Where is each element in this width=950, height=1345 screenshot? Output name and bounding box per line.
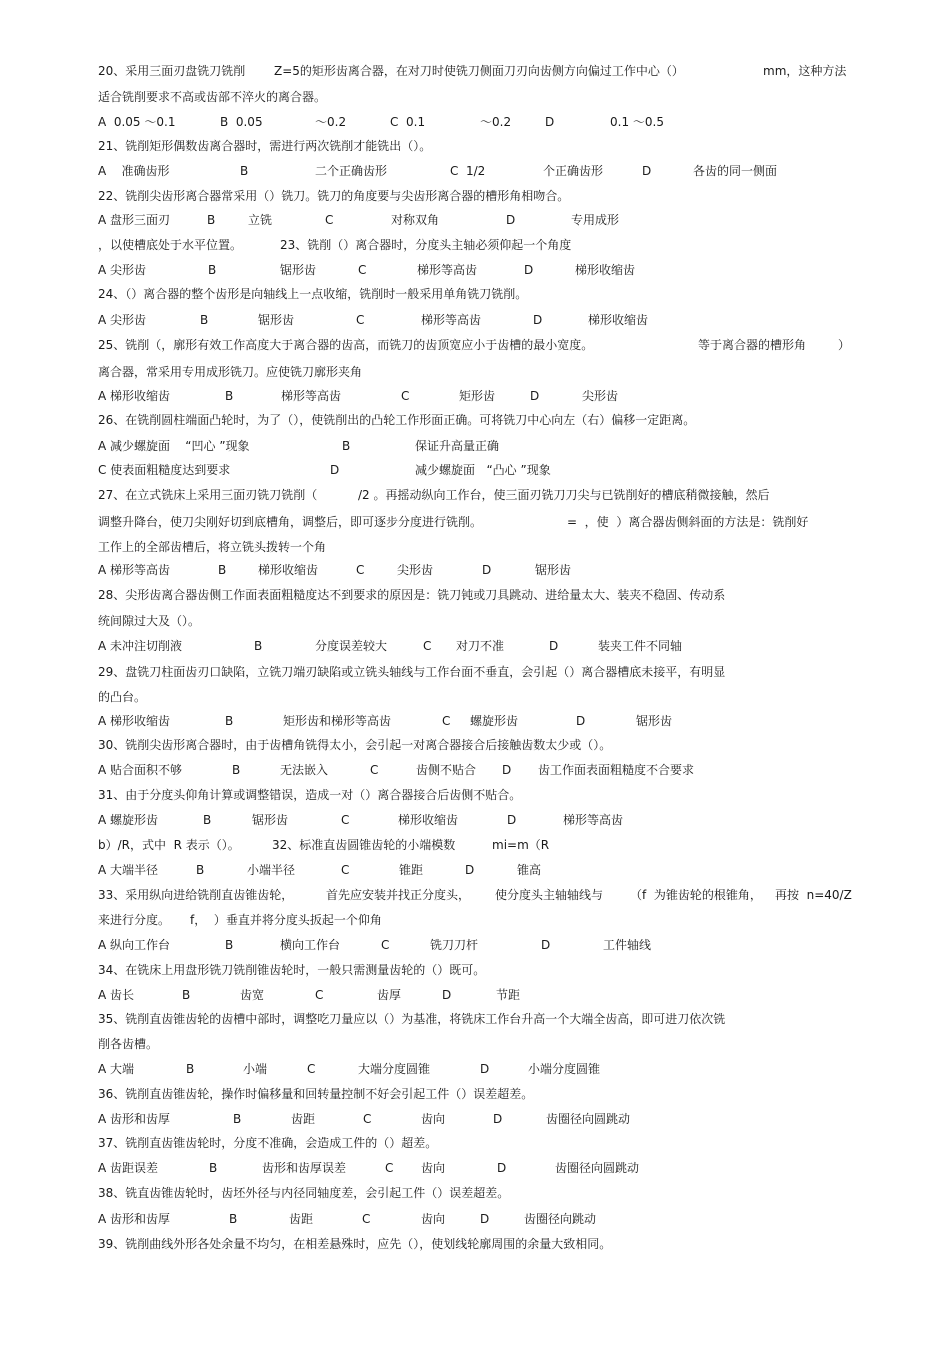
text-line — [0, 1209, 950, 1229]
text-segment: A 尖形齿 — [98, 263, 147, 277]
text-segment: 30、铣削尖齿形离合器时，由于齿槽角铣得太小，会引起一对离合器接合后接触齿数太少或（）。 — [98, 738, 612, 752]
text-segment: D — [533, 313, 543, 327]
text-segment: 个正确齿形 — [543, 164, 604, 178]
text-line — [0, 560, 950, 580]
text-line — [0, 61, 950, 81]
text-segment: 齿宽 — [240, 988, 265, 1002]
text-segment: b）/R，式中 R 表示（）。 — [98, 838, 240, 852]
text-segment: D — [576, 714, 586, 728]
text-line — [0, 910, 950, 930]
text-segment: C — [341, 813, 350, 827]
text-segment: 齿厚 — [377, 988, 402, 1002]
text-segment: D — [465, 863, 475, 877]
text-segment: 对刀不准 — [456, 639, 505, 653]
text-line — [0, 362, 950, 382]
text-segment: 分度误差较大 — [315, 639, 388, 653]
text-segment: C — [362, 1212, 371, 1226]
text-segment: A 齿形和齿厚 — [98, 1212, 171, 1226]
text-line — [0, 1034, 950, 1054]
text-segment: 梯形收缩齿 — [575, 263, 636, 277]
text-segment: B — [209, 1161, 218, 1175]
text-segment: 齿圈径向跳动 — [524, 1212, 597, 1226]
text-segment: D — [493, 1112, 503, 1126]
text-segment: 各齿的同一侧面 — [693, 164, 778, 178]
text-segment: 0.1 ～0.5 — [610, 115, 664, 129]
text-line — [0, 310, 950, 330]
text-segment: C — [423, 639, 432, 653]
text-segment: A 螺旋形齿 — [98, 813, 159, 827]
text-segment: B 0.05 — [220, 115, 263, 129]
text-line — [0, 985, 950, 1005]
text-segment: D — [330, 463, 340, 477]
text-segment: C — [307, 1062, 316, 1076]
text-segment: B — [225, 938, 234, 952]
text-segment: 锯形齿 — [252, 813, 289, 827]
text-segment: ，以使槽底处于水平位置。 — [98, 238, 243, 252]
text-segment: A 纵向工作台 — [98, 938, 171, 952]
text-segment: A 齿距误差 — [98, 1161, 159, 1175]
text-line — [0, 611, 950, 631]
text-line — [0, 161, 950, 181]
text-segment: 横向工作台 — [280, 938, 341, 952]
text-segment: B — [208, 263, 217, 277]
text-line — [0, 935, 950, 955]
text-segment: A 梯形收缩齿 — [98, 714, 171, 728]
text-segment: B — [203, 813, 212, 827]
text-segment: C — [356, 313, 365, 327]
text-line — [0, 537, 950, 557]
text-segment: 26、在铣削圆柱端面凸轮时，为了（），使铣削出的凸轮工作形面正确。可将铣刀中心向左（右）偏移一定距离。 — [98, 413, 696, 427]
text-segment: 的凸台。 — [98, 690, 147, 704]
text-segment: B — [196, 863, 205, 877]
text-segment: B — [240, 164, 249, 178]
text-segment: D — [549, 639, 559, 653]
text-segment: B — [200, 313, 209, 327]
text-line — [0, 436, 950, 456]
text-segment: ～0.2 — [315, 115, 347, 129]
text-segment: D — [442, 988, 452, 1002]
text-segment: 锯形齿 — [280, 263, 317, 277]
text-segment: 梯形收缩齿 — [258, 563, 319, 577]
text-line — [0, 687, 950, 707]
text-segment: D — [480, 1212, 490, 1226]
text-segment: 31、由于分度头仰角计算或调整错误，造成一对（）离合器接合后齿侧不贴合。 — [98, 788, 522, 802]
text-segment: C — [341, 863, 350, 877]
text-line — [0, 235, 950, 255]
text-segment: Z=5的矩形齿离合器，在对刀时使铣刀侧面刀刃向齿侧方向偏过工作中心（） — [274, 64, 684, 78]
text-segment: B — [225, 389, 234, 403]
text-line — [0, 410, 950, 430]
text-segment: 25、铣削（，廓形有效工作高度大于离合器的齿高，而铣刀的齿顶宽应小于齿槽的最小宽度。 — [98, 338, 594, 352]
text-line — [0, 1158, 950, 1178]
text-segment: B — [218, 563, 227, 577]
text-segment: C 0.1 — [390, 115, 426, 129]
text-line — [0, 1109, 950, 1129]
text-line — [0, 585, 950, 605]
text-line — [0, 87, 950, 107]
text-line — [0, 1183, 950, 1203]
text-segment: 工作上的全部齿槽后，将立铣头拨转一个角 — [98, 540, 327, 554]
text-segment: 锥距 — [399, 863, 424, 877]
text-segment: 离合器，常采用专用成形铣刀。应使铣刀廓形夹角 — [98, 365, 363, 379]
text-line — [0, 485, 950, 505]
text-segment: 锯形齿 — [535, 563, 572, 577]
text-line — [0, 785, 950, 805]
text-segment: A 贴合面积不够 — [98, 763, 183, 777]
text-segment: C — [401, 389, 410, 403]
text-line — [0, 1234, 950, 1254]
text-segment: D — [482, 563, 492, 577]
text-segment: 20、采用三面刃盘铣刀铣削 — [98, 64, 246, 78]
text-segment: 21、铣削矩形偶数齿离合器时，需进行两次铣削才能铣出（）。 — [98, 139, 432, 153]
text-line — [0, 335, 950, 355]
text-segment: 锥高 — [517, 863, 542, 877]
text-segment: C — [381, 938, 390, 952]
text-line — [0, 210, 950, 230]
text-segment: D — [545, 115, 555, 129]
text-segment: 装夹工件不同轴 — [598, 639, 683, 653]
text-segment: 37、铣削直齿锥齿轮时，分度不准确，会造成工件的（）超差。 — [98, 1136, 438, 1150]
text-line — [0, 1133, 950, 1153]
text-segment: 梯形等高齿 — [417, 263, 478, 277]
text-segment: mm，这种方法 — [763, 64, 847, 78]
text-segment: 23、铣削（）离合器时，分度头主轴必须仰起一个角度 — [280, 238, 572, 252]
text-segment: 尖形齿 — [582, 389, 619, 403]
text-segment: f， ）垂直并将分度头扳起一个仰角 — [190, 913, 382, 927]
text-segment: 再按 n=40/Z — [775, 888, 852, 902]
text-segment: C — [363, 1112, 372, 1126]
text-segment: A 齿形和齿厚 — [98, 1112, 171, 1126]
text-segment: 36、铣削直齿锥齿轮，操作时偏移量和回转量控制不好会引起工件（）误差超差。 — [98, 1087, 534, 1101]
text-segment: 齿距 — [291, 1112, 316, 1126]
text-segment: 铣刀刀杆 — [430, 938, 479, 952]
text-segment: A 减少螺旋面 “凹心 ”现象 — [98, 439, 250, 453]
text-segment: C — [370, 763, 379, 777]
text-segment: B — [186, 1062, 195, 1076]
text-segment: 38、铣直齿锥齿轮时，齿坯外径与内径同轴度差，会引起工件（）误差超差。 — [98, 1186, 510, 1200]
text-segment: 齿工作面表面粗糙度不合要求 — [538, 763, 695, 777]
text-segment: A 0.05 ～0.1 — [98, 115, 176, 129]
text-line — [0, 735, 950, 755]
text-segment: 节距 — [496, 988, 521, 1002]
text-segment: 矩形齿 — [459, 389, 496, 403]
text-line — [0, 512, 950, 532]
text-segment: 32、标准直齿圆锥齿轮的小端模数 — [272, 838, 456, 852]
text-segment: 矩形齿和梯形等高齿 — [283, 714, 392, 728]
text-segment: 33、采用纵向进给铣削直齿锥齿轮， — [98, 888, 294, 902]
text-line — [0, 810, 950, 830]
text-segment: B — [225, 714, 234, 728]
text-line — [0, 284, 950, 304]
text-segment: B — [229, 1212, 238, 1226]
text-segment: C — [356, 563, 365, 577]
text-segment: A 准确齿形 — [98, 164, 170, 178]
text-segment: 专用成形 — [571, 213, 620, 227]
text-segment: 齿距 — [289, 1212, 314, 1226]
text-segment: C — [325, 213, 334, 227]
text-segment: 齿向 — [421, 1212, 446, 1226]
text-segment: D — [480, 1062, 490, 1076]
text-line — [0, 885, 950, 905]
text-segment: 梯形等高齿 — [563, 813, 624, 827]
text-segment: 螺旋形齿 — [470, 714, 519, 728]
text-segment: D — [642, 164, 652, 178]
text-segment: = ，使 ）离合器齿侧斜面的方法是：铣削好 — [567, 515, 809, 529]
text-segment: A 大端半径 — [98, 863, 159, 877]
text-segment: （f 为锥齿轮的根锥角， — [630, 888, 762, 902]
text-segment: 小端 — [243, 1062, 268, 1076]
text-segment: B — [233, 1112, 242, 1126]
text-segment: 使分度头主轴轴线与 — [495, 888, 604, 902]
text-segment: 梯形收缩齿 — [398, 813, 459, 827]
text-segment: C — [358, 263, 367, 277]
text-segment: C 使表面粗糙度达到要求 — [98, 463, 231, 477]
text-line — [0, 186, 950, 206]
text-segment: 梯形等高齿 — [421, 313, 482, 327]
text-line — [0, 711, 950, 731]
text-line — [0, 960, 950, 980]
text-segment: 齿形和齿厚误差 — [262, 1161, 347, 1175]
text-segment: B — [254, 639, 263, 653]
text-segment: D — [507, 813, 517, 827]
text-segment: A 尖形齿 — [98, 313, 147, 327]
text-segment: B — [342, 439, 351, 453]
text-segment: C — [442, 714, 451, 728]
text-segment: B — [207, 213, 216, 227]
text-segment: 小端分度圆锥 — [528, 1062, 601, 1076]
text-line — [0, 636, 950, 656]
text-segment: 立铣 — [248, 213, 273, 227]
text-line — [0, 386, 950, 406]
text-segment: 齿圈径向圆跳动 — [555, 1161, 640, 1175]
text-segment: 梯形收缩齿 — [588, 313, 649, 327]
text-segment: D — [497, 1161, 507, 1175]
text-segment: 34、在铣床上用盘形铣刀铣削锥齿轮时，一般只需测量齿轮的（）既可。 — [98, 963, 486, 977]
text-segment: 22、铣削尖齿形离合器常采用（）铣刀。铣刀的角度要与尖齿形离合器的槽形角相吻合。 — [98, 189, 570, 203]
text-segment: 无法嵌入 — [280, 763, 329, 777]
text-line — [0, 260, 950, 280]
text-segment: 等于离合器的槽形角 — [698, 338, 807, 352]
text-segment: 29、盘铣刀柱面齿刃口缺陷，立铣刀端刃缺陷或立铣头轴线与工作台面不垂直，会引起（）离合器槽底未接平，有明显 — [98, 665, 726, 679]
text-segment: 二个正确齿形 — [315, 164, 388, 178]
text-segment: 27、在立式铣床上采用三面刃铣刀铣削（ — [98, 488, 318, 502]
text-segment: B — [182, 988, 191, 1002]
text-segment: 对称双角 — [391, 213, 440, 227]
text-segment: D — [541, 938, 551, 952]
text-segment: A 梯形收缩齿 — [98, 389, 171, 403]
text-segment: 齿侧不贴合 — [416, 763, 477, 777]
text-line — [0, 112, 950, 132]
text-segment: /2 。再摇动纵向工作台，使三面刃铣刀刀尖与已铣削好的槽底稍微接触，然后 — [358, 488, 770, 502]
text-segment: A 梯形等高齿 — [98, 563, 171, 577]
text-line — [0, 760, 950, 780]
text-segment: ～0.2 — [480, 115, 512, 129]
text-line — [0, 662, 950, 682]
text-segment: 大端分度圆锥 — [358, 1062, 431, 1076]
text-segment: 统间隙过大及（）。 — [98, 614, 201, 628]
text-line — [0, 1059, 950, 1079]
text-segment: 工件轴线 — [603, 938, 652, 952]
text-line — [0, 1084, 950, 1104]
text-segment: 锯形齿 — [636, 714, 673, 728]
text-segment: 齿向 — [421, 1161, 446, 1175]
text-segment: A 盘形三面刃 — [98, 213, 171, 227]
text-segment: D — [502, 763, 512, 777]
text-segment: 28、尖形齿离合器齿侧工作面表面粗糙度达不到要求的原因是：铣刀钝或刀具跳动、进给量太大、装夹不稳固、传动系 — [98, 588, 726, 602]
text-segment: 减少螺旋面 “凸心 ”现象 — [415, 463, 551, 477]
text-segment: C 1/2 — [450, 164, 486, 178]
text-segment: 削各齿槽。 — [98, 1037, 159, 1051]
text-segment: B — [232, 763, 241, 777]
text-segment: A 大端 — [98, 1062, 135, 1076]
text-segment: 适合铣削要求不高或齿部不淬火的离合器。 — [98, 90, 327, 104]
text-segment: 尖形齿 — [397, 563, 434, 577]
text-segment: C — [385, 1161, 394, 1175]
text-segment: C — [315, 988, 324, 1002]
text-segment: 小端半径 — [247, 863, 296, 877]
text-segment: 35、铣削直齿锥齿轮的齿槽中部时，调整吃刀量应以（）为基准，将铣床工作台升高一个大端全齿高，即可进刀依次铣 — [98, 1012, 726, 1026]
text-segment: 保证升高量正确 — [415, 439, 500, 453]
text-segment: A 齿长 — [98, 988, 135, 1002]
text-segment: 齿向 — [421, 1112, 446, 1126]
text-line — [0, 835, 950, 855]
text-segment: mi=m（R — [492, 838, 550, 852]
text-segment: ） — [838, 338, 851, 352]
text-line — [0, 1009, 950, 1029]
text-segment: D — [530, 389, 540, 403]
text-segment: D — [524, 263, 534, 277]
text-line — [0, 460, 950, 480]
text-segment: 调整升降台，使刀尖刚好切到底槽角，调整后，即可逐步分度进行铣削。 — [98, 515, 483, 529]
text-segment: 首先应安装并找正分度头， — [326, 888, 471, 902]
text-segment: 来进行分度。 — [98, 913, 171, 927]
text-segment: 锯形齿 — [258, 313, 295, 327]
text-line — [0, 860, 950, 880]
text-line — [0, 136, 950, 156]
text-segment: 梯形等高齿 — [281, 389, 342, 403]
text-segment: D — [506, 213, 516, 227]
text-segment: 39、铣削曲线外形各处余量不均匀，在相差悬殊时，应先（），使划线轮廓周围的余量大致相同。 — [98, 1237, 612, 1251]
text-segment: A 未冲注切削液 — [98, 639, 183, 653]
text-segment: 齿圈径向圆跳动 — [546, 1112, 631, 1126]
text-segment: 24、（）离合器的整个齿形是向轴线上一点收缩，铣削时一般采用单角铣刀铣削。 — [98, 287, 528, 301]
